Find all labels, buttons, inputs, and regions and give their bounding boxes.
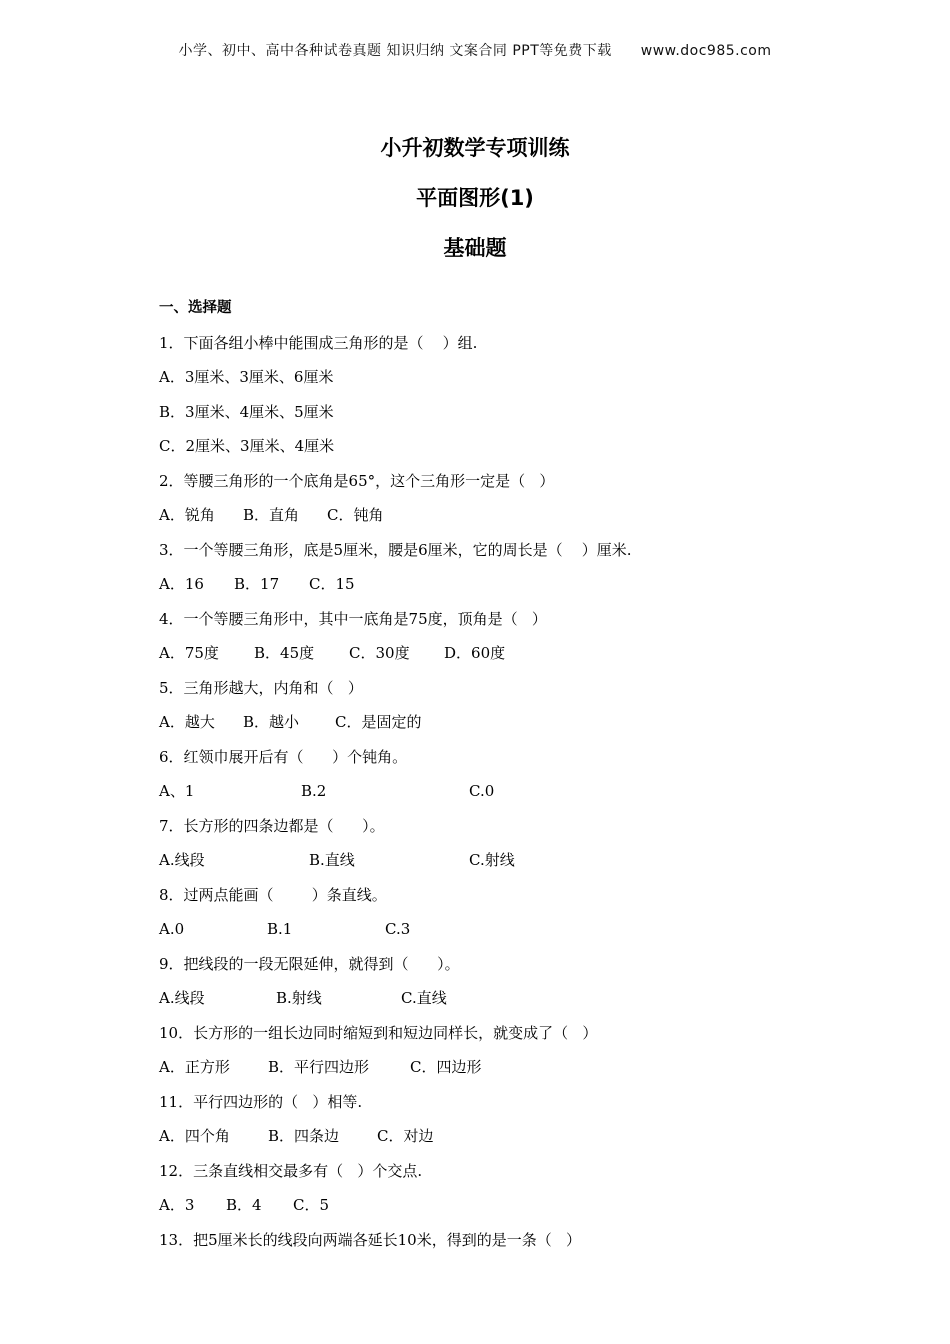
- q6-options: [159, 779, 879, 814]
- q10-options: [159, 1055, 879, 1090]
- document-titles: [0, 130, 950, 280]
- question-7: 7．长方形的四条边都是（ ）。: [159, 816, 385, 835]
- question-2: 2．等腰三角形的一个底角是65°，这个三角形一定是（ ）: [159, 471, 555, 490]
- question-13: 13．把5厘米长的线段向两端各延长10米，得到的是一条（ ）: [159, 1230, 582, 1249]
- question-6: 6．红领巾展开后有（ ）个钝角。: [159, 747, 408, 766]
- q4-option-c: C．30度: [349, 644, 410, 662]
- q1-option-c: C．2厘米、3厘米、4厘米: [159, 437, 335, 455]
- q3-option-c: C．15: [309, 575, 355, 593]
- question-8: 8．过两点能画（ ）条直线。: [159, 885, 387, 904]
- q8-options: [159, 917, 879, 952]
- q5-options: [159, 710, 879, 745]
- question-9: 9．把线段的一段无限延伸，就得到（ ）。: [159, 954, 460, 973]
- q7-option-c: C.射线: [469, 851, 515, 869]
- q3-options: [159, 572, 879, 607]
- q12-option-b: B．4: [226, 1196, 262, 1214]
- q9-option-b: B.射线: [276, 989, 322, 1007]
- q4-options: [159, 641, 879, 676]
- page-header: [0, 40, 950, 60]
- question-4: 4．一个等腰三角形中，其中一底角是75度，顶角是（ ）: [159, 609, 547, 628]
- question-5: 5．三角形越大，内角和（ ）: [159, 678, 363, 697]
- question-list: [159, 296, 879, 1262]
- q2-option-c: C．钝角: [327, 506, 384, 524]
- q10-option-c: C．四边形: [410, 1058, 482, 1076]
- q11-option-c: C．对边: [377, 1127, 434, 1145]
- q4-option-a: A．75度: [159, 644, 219, 662]
- document-subtitle: 平面图形(1): [416, 186, 534, 210]
- q3-option-b: B．17: [234, 575, 280, 593]
- q5-option-b: B．越小: [243, 713, 300, 731]
- q2-option-b: B．直角: [243, 506, 300, 524]
- q9-option-a: A.线段: [159, 989, 205, 1007]
- question-3: 3．一个等腰三角形，底是5厘米，腰是6厘米，它的周长是（ ）厘米.: [159, 540, 632, 559]
- q4-option-d: D．60度: [444, 644, 506, 662]
- question-12: 12．三条直线相交最多有（ ）个交点.: [159, 1161, 423, 1180]
- q1-option-a: A．3厘米、3厘米、6厘米: [159, 368, 334, 386]
- q5-option-c: C．是固定的: [335, 713, 422, 731]
- q8-option-b: B.1: [267, 920, 293, 938]
- q12-options: [159, 1193, 879, 1228]
- q5-option-a: A．越大: [159, 713, 215, 731]
- q12-option-c: C．5: [293, 1196, 330, 1214]
- q9-options: [159, 986, 879, 1021]
- q7-option-b: B.直线: [309, 851, 355, 869]
- question-1: 1．下面各组小棒中能围成三角形的是（ ）组.: [159, 333, 478, 352]
- q10-option-a: A．正方形: [159, 1058, 230, 1076]
- q11-option-a: A．四个角: [159, 1127, 230, 1145]
- q11-options: [159, 1124, 879, 1159]
- q9-option-c: C.直线: [401, 989, 447, 1007]
- q7-options: [159, 848, 879, 883]
- q2-option-a: A．锐角: [159, 506, 215, 524]
- q6-option-a: A、1: [159, 782, 195, 800]
- difficulty-level: 基础题: [443, 236, 507, 260]
- document-title: 小升初数学专项训练: [380, 136, 570, 160]
- q6-option-b: B.2: [301, 782, 327, 800]
- q7-option-a: A.线段: [159, 851, 205, 869]
- section-heading: 一、选择题: [159, 300, 232, 316]
- q12-option-a: A．3: [159, 1196, 195, 1214]
- question-11: 11．平行四边形的（ ）相等.: [159, 1092, 363, 1111]
- q8-option-a: A.0: [159, 920, 185, 938]
- q4-option-b: B．45度: [254, 644, 315, 662]
- header-url[interactable]: www.doc985.com: [640, 43, 772, 59]
- q10-option-b: B．平行四边形: [268, 1058, 370, 1076]
- q8-option-c: C.3: [385, 920, 411, 938]
- header-tagline: 小学、初中、高中各种试卷真题 知识归纳 文案合同 PPT等免费下载: [178, 43, 612, 59]
- question-10: 10．长方形的一组长边同时缩短到和短边同样长，就变成了（ ）: [159, 1023, 598, 1042]
- q2-options: [159, 503, 879, 538]
- q11-option-b: B．四条边: [268, 1127, 340, 1145]
- q6-option-c: C.0: [469, 782, 495, 800]
- q1-option-b: B．3厘米、4厘米、5厘米: [159, 402, 334, 421]
- q3-option-a: A．16: [159, 575, 204, 593]
